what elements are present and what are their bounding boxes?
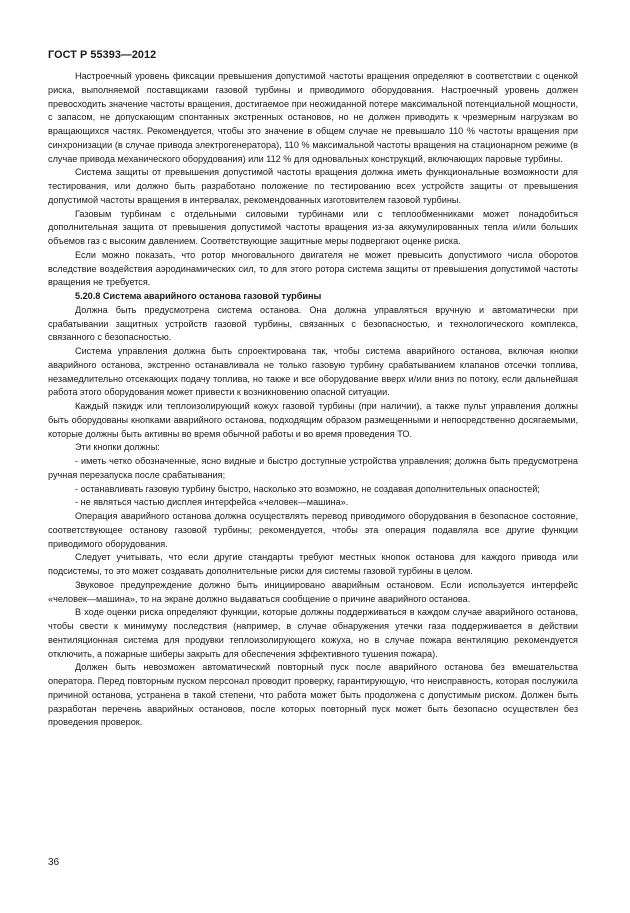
paragraph-separate-power-turbines: Газовым турбинам с отдельными силовыми турбинами или с теплообменниками может понадобиться дополнительная защита от превышения допустимой частоты вращения из-за аккумулированных тепла и/или больших объемов газ с высоким давлением. Соответствующие защитные меры подвергают оценке риска. (48, 208, 578, 246)
list-item-stop-quickly: - останавливать газовую турбину быстро, насколько это возможно, не создавая дополнительных опасностей; (75, 483, 540, 494)
paragraph-buttons-requirements-intro: Эти кнопки должны: (75, 442, 160, 453)
paragraph-local-stop-buttons: Следует учитывать, что если другие стандарты требуют местных кнопок останова для каждого привода или подсистемы, то это может создавать дополнительные риски для системы газовой турбины в целом. (48, 552, 578, 576)
paragraph-protection-testing: Система защиты от превышения допустимой частоты вращения должна иметь функциональные возможности для тестирования, или должно быть разработано положение по тестированию всех устройств защиты от превышения допустимой частоты вращения в интервалах, рекомендованных изготовителем газовой турбины. (48, 167, 578, 205)
paragraph-shutdown-system: Должна быть предусмотрена система останова. Она должна управляться вручную и автоматически при срабатывании защитных устройств газовой турбины, связанных с безопасностью, и технологического комплекса, связанного с безопасностью. (48, 304, 578, 343)
paragraph-audible-warning: Звуковое предупреждение должно быть инициировано аварийным остановом. Если используется интерфейс «человек—машина», то на экране должно выдаваться сообщение о причине аварийного останова. (48, 579, 578, 604)
list-item-clear-controls: - иметь четко обозначенные, ясно видные и быстро доступные устройства управления; должна быть предусмотрена ручная перезапуска после срабатывания; (48, 456, 578, 480)
paragraph-emergency-buttons: Каждый пэкидж или теплоизолирующий кожух газовой турбины (при наличии), а также пульт управления должны быть оборудованы кнопками аварийного останова, подходящим образом размещенными и непосредственно досягаемыми, которые должны быть активны во время обычной работы и во время проведения ТО. (48, 401, 578, 439)
section-number: 5.20.8 (75, 291, 101, 301)
paragraph-multishaft-rotor: Если можно показать, что ротор многовального двигателя не может превысить допустимого числа оборотов вследствие воздействия аэродинамических сил, то для этого ротора система защиты от превышения допустимой частоты вращения не требуется. (48, 249, 578, 288)
paragraph-risk-assessment: В ходе оценки риска определяют функции, которые должны поддерживаться в каждом случае аварийного останова, чтобы свести к минимуму последствия (например, в случае обнаружения утечки газа поддерживается в действии вентиляционная система для продувки теплоизолирующего кожуха, но в случае пожара вентиляцию рекомендуется отключить, а пожарные шиберы закрыть для обеспечения эффективного тушения пожара). (48, 607, 578, 659)
document-body (48, 70, 578, 730)
paragraph-safe-state: Операция аварийного останова должна осуществлять перевод приводимого оборудования в безопасное состояние, соответствующее останову газовой турбины; рекомендуется, чтобы эта операция подавляла все другие функции приводимого оборудования. (48, 511, 578, 549)
paragraph-control-system-design: Система управления должна быть спроектирована так, чтобы система аварийного останова, включая кнопки аварийного останова, экстренно останавливала не только газовую турбину срабатыванием клапанов отсечки топлива, незамедлительно отсекающих подачу топлива, но также и все оборудование вверх и/или вниз по потоку, если дальнейшая работа этого оборудования может привести к возникновению опасной ситуации. (48, 346, 578, 398)
standard-header: ГОСТ Р 55393—2012 (48, 49, 157, 61)
section-heading (48, 290, 578, 304)
paragraph-overspeed-setpoint: Настроечный уровень фиксации превышения допустимой частоты вращения определяют в соответствии с оценкой риска, выполняемой поставщиками газовой турбины и приводимого оборудования. Настроечный уровень должен превосходить значение частоты вращения, достигаемое при неожиданной потере максимальной потенциальной мощности, с запасом, не допускающим спонтанных экстренных остановов, но не должен приводить к чрезмерным нагрузкам во вращающихся частях. Рекомендуется, чтобы это значение в общем случае не превышало 110 % частоты вращения при синхронизации (в случае привода электрогенератора), 110 % максимальной частоты вращения на стационарном режиме (в случае привода механического оборудования) или 112 % для одновальных конструкций, включающих паровые турбины. (48, 71, 578, 164)
section-title: Система аварийного останова газовой турбины (102, 291, 322, 301)
paragraph-restart: Должен быть невозможен автоматический повторный пуск после аварийного останова без вмешательства оператора. Перед повторным пуском персонал проводит проверку, гарантирующую, что неисправность, которая послужила причиной останова, устранена в такой степени, что работа может быть продолжена с допустимым риском. Должен быть разработан перечень аварийных остановов, после которых повторный пуск может быть безопасно осуществлен без проведения проверок. (48, 662, 578, 728)
page-number: 36 (48, 857, 60, 868)
list-item-not-hmi: - не являться частью дисплея интерфейса «человек—машина». (75, 497, 349, 508)
